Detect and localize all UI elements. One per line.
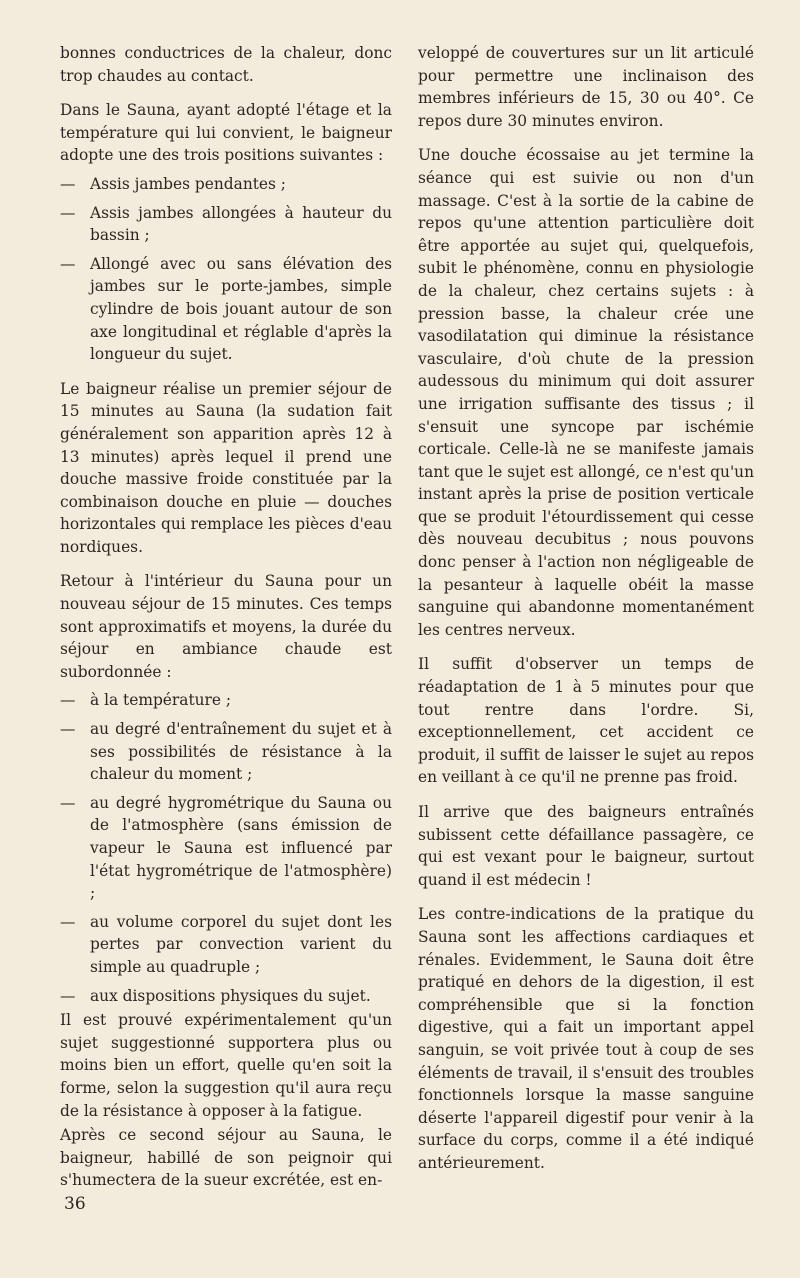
list-item-text: au volume corporel du sujet dont les pertes par convection varient du simple au quadruple ; [90, 912, 392, 976]
dash-marker: — [60, 912, 76, 931]
list-item [60, 689, 392, 712]
paragraph: Après ce second séjour au Sauna, le baigneur, habillé de son peignoir qui s'humectera de la sueur excrétée, est en- [60, 1126, 392, 1190]
list-item-text: à la température ; [90, 691, 232, 710]
list-item-text: Assis jambes pendantes ; [90, 174, 286, 193]
paragraph: veloppé de couvertures sur un lit articulé pour permettre une inclinaison des membres inférieurs de 15, 30 ou 40°. Ce repos dure 30 minutes environ. [418, 44, 754, 130]
dash-marker: — [60, 986, 76, 1005]
dash-marker: — [60, 174, 76, 193]
dash-marker: — [60, 254, 76, 273]
factors-list [60, 689, 392, 1007]
dash-marker: — [60, 203, 76, 222]
right-column [418, 42, 754, 1187]
paragraph: Il est prouvé expérimentalement qu'un sujet suggestionné supportera plus ou moins bien un effort, quelle qu'en soit la forme, selon la suggestion qu'il aura reçu de la résistance à opposer à la fatigue. [60, 1011, 392, 1120]
list-item [60, 985, 392, 1008]
dash-marker: — [60, 720, 76, 739]
positions-list [60, 173, 392, 366]
list-item [60, 253, 392, 366]
list-item-text: au degré d'entraînement du sujet et à ses possibilités de résistance à la chaleur du moment ; [90, 720, 392, 784]
list-item-text: Assis jambes allongées à hauteur du bassin ; [90, 203, 392, 245]
paragraph: Il arrive que des baigneurs entraînés subissent cette défaillance passagère, ce qui est vexant pour le baigneur, surtout quand il est médecin ! [418, 803, 754, 889]
list-item [60, 792, 392, 905]
list-item-text: aux dispositions physiques du sujet. [90, 986, 371, 1005]
paragraph: Une douche écossaise au jet termine la séance qui est suivie ou non d'un massage. C'est à la sortie de la cabine de repos qu'une attention particulière doit être apportée au sujet qui, quelquefois, subit le phénomène, connu en physiologie de la chaleur, chez certains sujets : à pression basse, la chaleur crée une vasodilatation qui diminue la résistance vasculaire, d'où chute de la pression audessous du minimum qui doit assurer une irrigation suffisante des tissus ; il s'ensuit une syncope par ischémie corticale. Celle-là ne se manifeste jamais tant que le sujet est allongé, ce n'est qu'un instant après la prise de position verticale que se produit l'étourdissement qui cesse dès nouveau decubitus ; nous pouvons donc penser à l'action non négligeable de la pesanteur à laquelle obéit la masse sanguine qui abandonne momentanément les centres nerveux. [418, 146, 754, 639]
list-item [60, 911, 392, 979]
list-item [60, 202, 392, 247]
paragraph: Il suffit d'observer un temps de réadaptation de 1 à 5 minutes pour que tout rentre dans l'ordre. Si, exceptionnellement, cet accident ce produit, il suffit de laisser le sujet au repos en veillant à ce qu'il ne prenne pas froid. [418, 655, 754, 787]
dash-marker: — [60, 793, 76, 812]
page-number: 36 [64, 1194, 86, 1214]
list-item [60, 718, 392, 786]
dash-marker: — [60, 691, 76, 710]
paragraph: bonnes conductrices de la chaleur, donc trop chaudes au contact. [60, 44, 392, 85]
list-item [60, 173, 392, 196]
list-item-text: Allongé avec ou sans élévation des jambes sur le porte-jambes, simple cylindre de bois jouant autour de son axe longitudinal et réglable d'après la longueur du sujet. [90, 254, 392, 364]
paragraph: Dans le Sauna, ayant adopté l'étage et la température qui lui convient, le baigneur adopte une des trois positions suivantes : [60, 101, 392, 165]
paragraph: Les contre-indications de la pratique du Sauna sont les affections cardiaques et rénales. Evidemment, le Sauna doit être pratiqué en dehors de la digestion, il est compréhensible que si la fonction digestive, qui a fait un important appel sanguin, se voit privée tout à coup de ses éléments de travail, il s'ensuit des troubles fonctionnels lorsque la masse sanguine déserte l'appareil digestif pour venir à la surface du corps, comme il a été indiqué antérieurement. [418, 905, 754, 1172]
paragraph: Retour à l'intérieur du Sauna pour un nouveau séjour de 15 minutes. Ces temps sont approximatifs et moyens, la durée du séjour en ambiance chaude est subordonnée : [60, 572, 392, 681]
list-item-text: au degré hygrométrique du Sauna ou de l'atmosphère (sans émission de vapeur le Sauna est influencé par l'état hygrométrique de l'atmosphère) ; [90, 793, 392, 903]
paragraph: Le baigneur réalise un premier séjour de 15 minutes au Sauna (la sudation fait généralement son apparition après 12 à 13 minutes) après lequel il prend une douche massive froide constituée par la combinaison douche en pluie — douches horizontales qui remplace les pièces d'eau nordiques. [60, 379, 392, 556]
left-column [60, 42, 392, 1204]
